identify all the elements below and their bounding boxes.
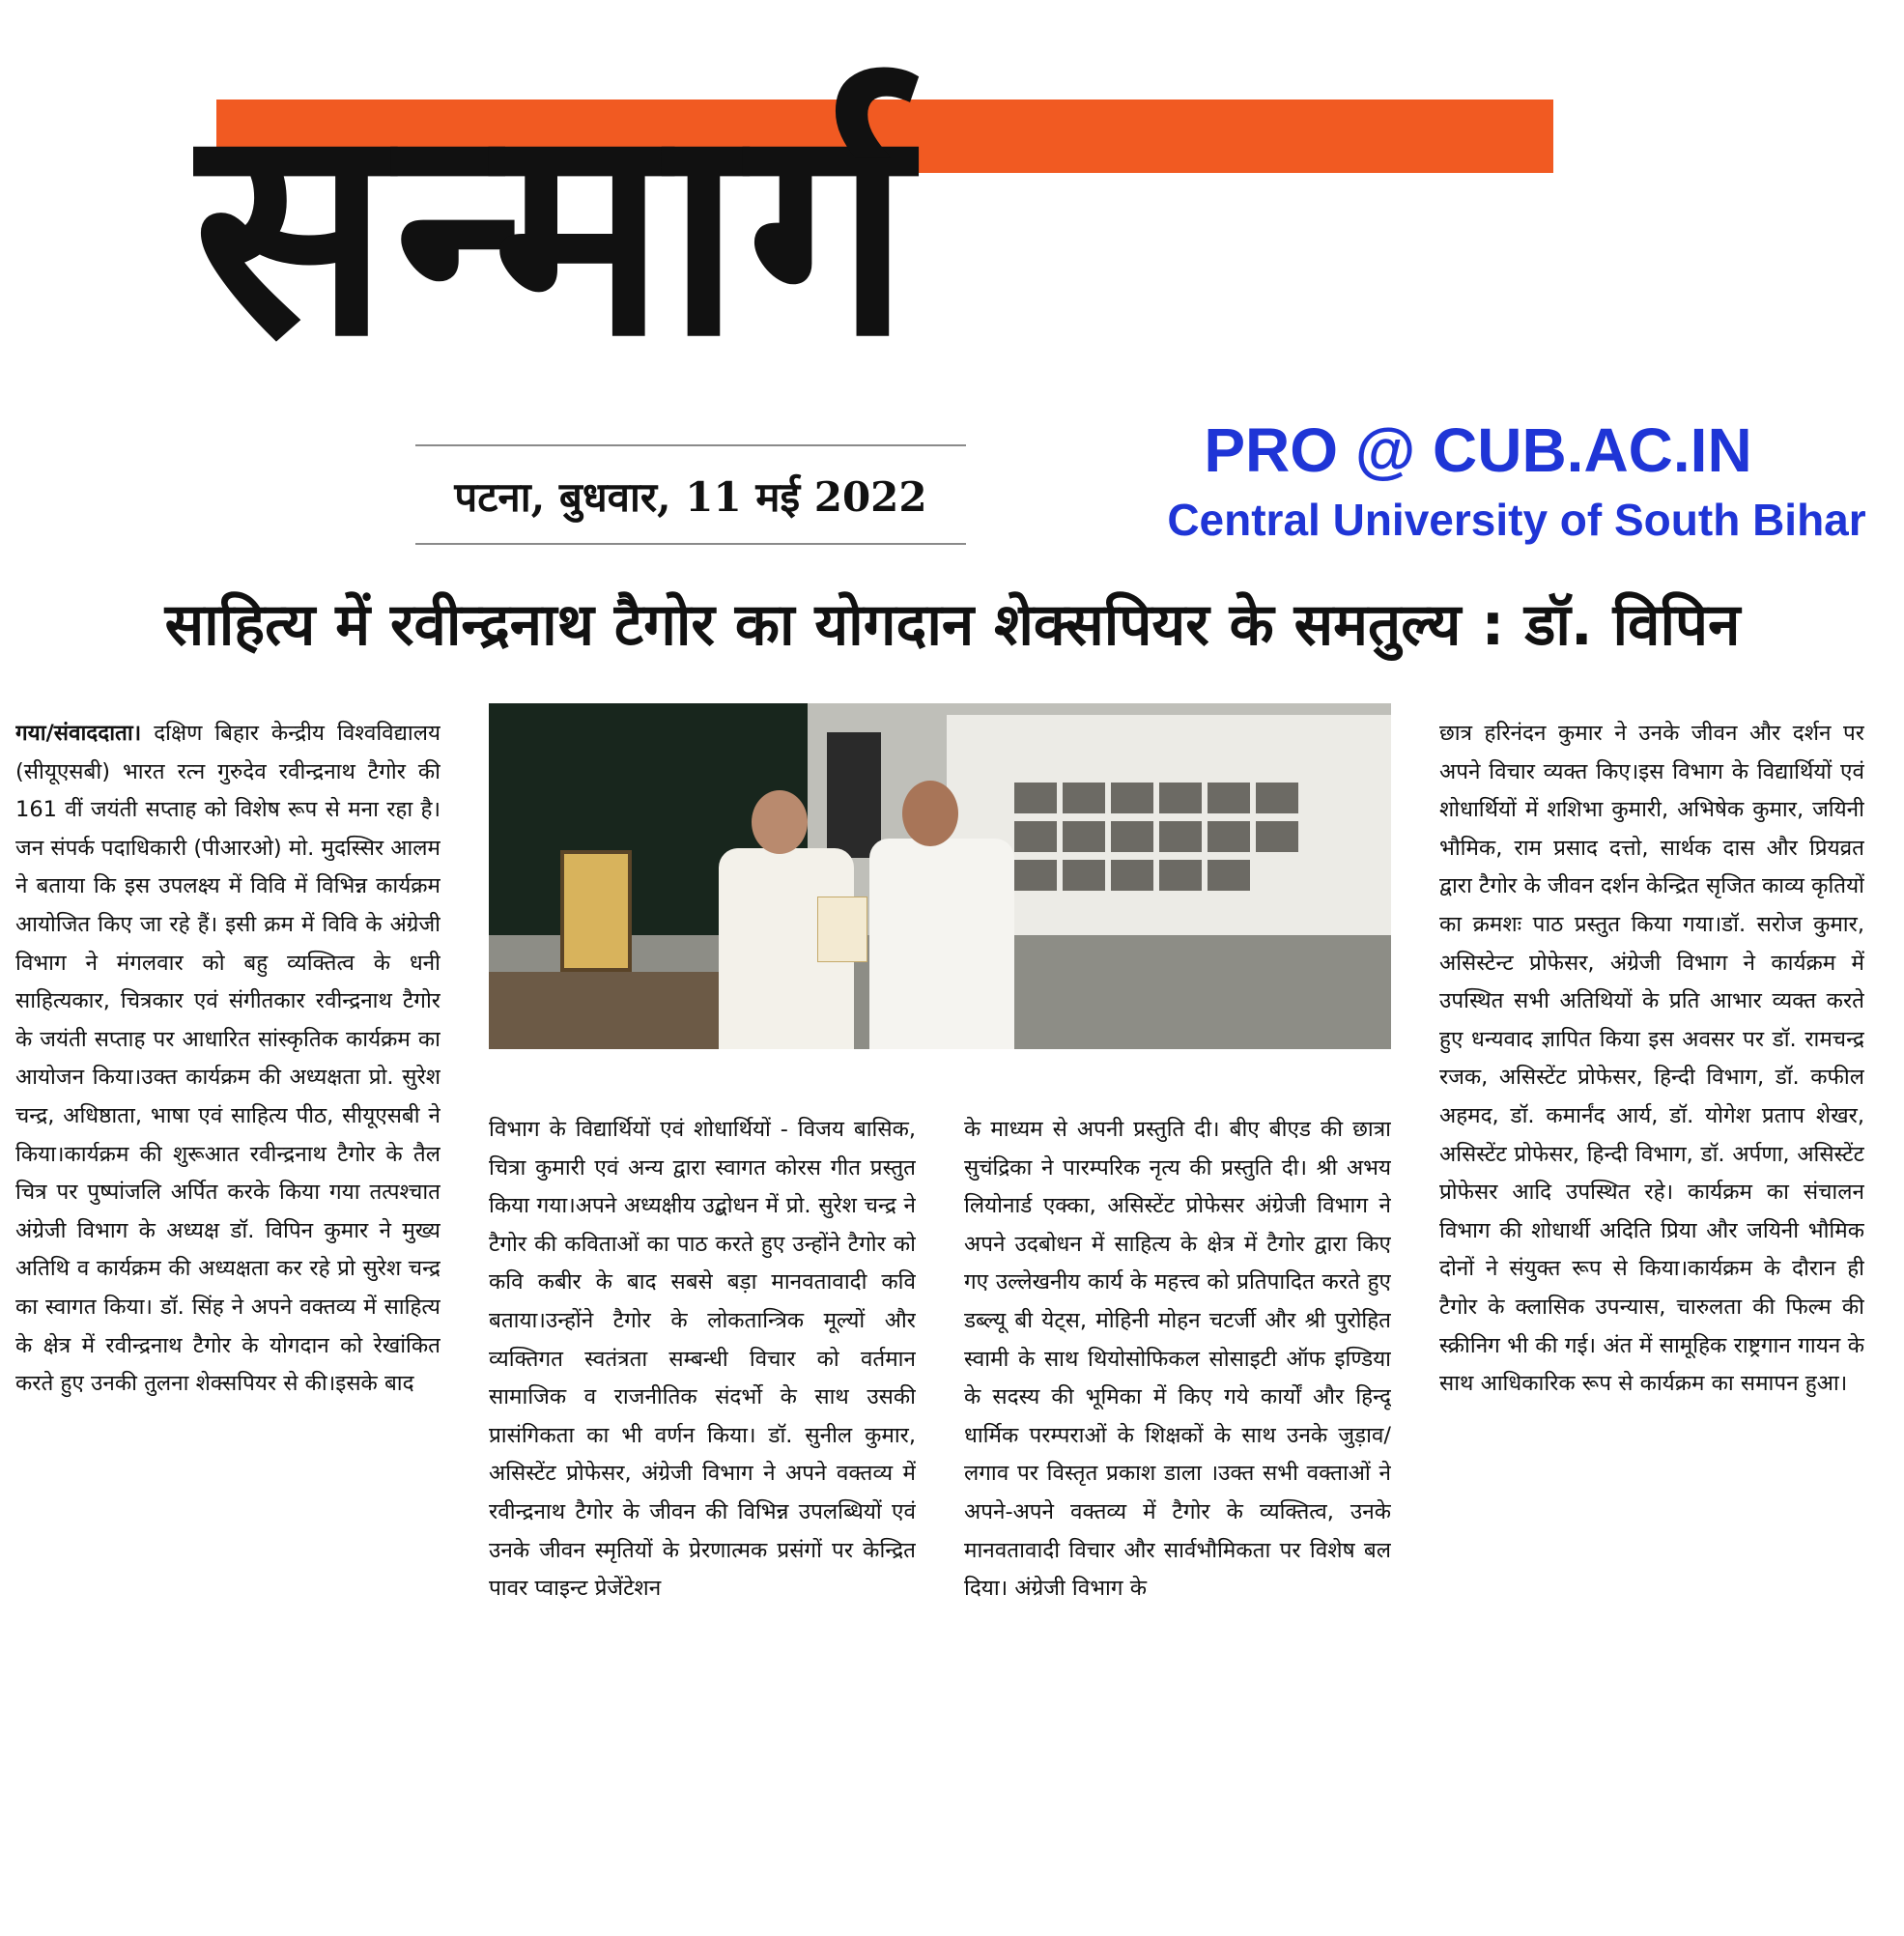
table	[489, 972, 721, 1049]
article-column-3: के माध्यम से अपनी प्रस्तुति दी। बीए बीएड की छात्रा सुचंद्रिका ने पारम्परिक नृत्य की प्रस्तुति दी। श्री अभय लियोनार्ड एक्का, असिस्टेंट प्रोफेसर अंग्रेजी विभाग ने अपने उदबोधन में साहित्य के क्षेत्र में टैगोर द्वारा किए गए उल्लेखनीय कार्य के महत्त्व को प्रतिपादित करते हुए डब्ल्यू बी येट्स, मोहिनी मोहन चटर्जी और श्री पुरोहित स्वामी के साथ थियोसोफिकल सोसाइटी ऑफ इण्डिया के सदस्य की भूमिका में किए गये कार्यों और हिन्दू धार्मिक परम्पराओं के शिक्षकों के साथ उनके जुड़ाव/ लगाव पर विस्तृत प्रकाश डाला ।उक्त सभी वक्ताओं ने अपने-अपने वक्तव्य में टैगोर के व्यक्तित्व, उनके मानवतावादी विचार और सार्वभौमिकता पर विशेष बल दिया। अंग्रेजी विभाग के	[964, 1117, 1391, 1602]
person-left-head	[752, 790, 808, 854]
dateline-bottom-rule	[415, 543, 966, 545]
wall-dispenser	[827, 732, 881, 858]
article-column-1	[15, 715, 440, 1934]
book-gift	[817, 897, 867, 962]
person-right-head	[902, 781, 958, 846]
article-headline: साहित्य में रवीन्द्रनाथ टैगोर का योगदान शेक्सपियर के समतुल्य : डॉ. विपिन	[164, 591, 1741, 659]
event-photo	[489, 703, 1391, 1049]
article-column-2: विभाग के विद्यार्थियों एवं शोधार्थियों - विजय बासिक, चित्रा कुमारी एवं अन्य द्वारा स्वागत कोरस गीत प्रस्तुत किया गया।अपने अध्यक्षीय उद्बोधन में प्रो. सुरेश चन्द्र ने टैगोर की कविताओं का पाठ करते हुए उन्होंने टैगोर को कवि कबीर के बाद सबसे बड़ा मानवतावादी कवि बताया।उन्होंने टैगोर के लोकतान्त्रिक मूल्यों और व्यक्तिगत स्वतंत्रता सम्बन्धी विचार को वर्तमान सामाजिक व राजनीतिक संदर्भो के साथ उसकी प्रासंगिकता का भी वर्णन किया। डॉ. सुनील कुमार, असिस्टेंट प्रोफेसर, अंग्रेजी विभाग ने अपने वक्तव्य में रवीन्द्रनाथ टैगोर के जीवन की विभिन्न उपलब्धियों एवं उनके जीवन स्मृतियों के प्रेरणात्मक प्रसंगों पर केन्द्रित पावर प्वाइन्ट प्रेजेंटेशन	[489, 1117, 916, 1602]
dateline: पटना, बुधवार, 11 मई 2022	[454, 473, 927, 521]
article-column-1-text: दक्षिण बिहार केन्द्रीय विश्वविद्यालय (सीयूएसबी) भारत रत्न गुरुदेव रवीन्द्रनाथ टैगोर की 161 वीं जयंती सप्ताह को विशेष रूप से मना रहा है। जन संपर्क पदाधिकारी (पीआरओ) मो. मुदस्सिर आलम ने बताया कि इस उपलक्ष्य में विवि में विभिन्न कार्यक्रम आयोजित किए जा रहे हैं। इसी क्रम में विवि के अंग्रेजी विभाग ने मंगलवार को बहु व्यक्तित्व के धनी साहित्यकार, चित्रकार एवं संगीतकार रवीन्द्रनाथ टैगोर के जयंती सप्ताह पर आधारित सांस्कृतिक कार्यक्रम का आयोजन किया।उक्त कार्यक्रम की अध्यक्षता प्रो. सुरेश चन्द्र, अधिष्ठाता, भाषा एवं साहित्य पीठ, सीयूएसबी ने किया।कार्यक्रम की शुरूआत रवीन्द्रनाथ टैगोर के तैल चित्र पर पुष्पांजलि अर्पित करके किया गया तत्पश्चात अंग्रेजी विभाग के अध्यक्ष डॉ. विपिन कुमार ने मुख्य अतिथि व कार्यक्रम की अध्यक्षता कर रहे प्रो सुरेश चन्द्र का स्वागत किया। डॉ. सिंह ने अपने वक्तव्य में साहित्य के क्षेत्र में रवीन्द्रनाथ टैगोर के योगदान को रेखांकित करते हुए उनकी तुलना शेक्सपियर से की।इसके बाद	[15, 721, 440, 1397]
tagore-portrait	[560, 850, 632, 972]
dateline-top-rule	[415, 444, 966, 446]
university-name-watermark: Central University of South Bihar	[1167, 495, 1866, 545]
person-right	[869, 839, 1014, 1049]
article-column-4: छात्र हरिनंदन कुमार ने उनके जीवन और दर्शन पर अपने विचार व्यक्त किए।इस विभाग के विद्यार्थियों एवं शोधार्थियों में शशिभा कुमारी, अभिषेक कुमार, जयिनी भौमिक, राम प्रसाद दत्तो, सार्थक दास और प्रियव्रत द्वारा टैगोर के जीवन दर्शन केन्द्रित सृजित काव्य कृतियों का क्रमशः पाठ प्रस्तुत किया गया।डॉ. सरोज कुमार, असिस्टेन्ट प्रोफेसर, अंग्रेजी विभाग ने कार्यक्रम में उपस्थित सभी अतिथियों के प्रति आभार व्यक्त करते हुए धन्यवाद ज्ञापित किया इस अवसर पर डॉ. रामचन्द्र रजक, असिस्टेंट प्रोफेसर, हिन्दी विभाग, डॉ. कफील अहमद, डॉ. कमार्नंद आर्य, डॉ. योगेश प्रताप शेखर, असिस्टेंट प्रोफेसर, हिन्दी विभाग, डॉ. अर्पणा, असिस्टेंट प्रोफेसर आदि उपस्थित रहे। कार्यक्रम का संचालन विभाग की शोधार्थी अदिति प्रिया और जयिनी भौमिक दोनों ने संयुक्त रूप से किया।कार्यक्रम के दौरान ही टैगोर के क्लासिक उपन्यास, चारुलता की फिल्म की स्क्रीनिग भी की गई। अंत में सामूहिक राष्ट्रगान गायन के साथ आधिकारिक रूप से कार्यक्रम का समापन हुआ।	[1439, 721, 1864, 1397]
article-lead-dateline: गया/संवाददाता।	[15, 721, 142, 746]
newspaper-masthead: सन्मार्ग	[193, 63, 917, 400]
pro-contact-watermark: PRO @ CUB.AC.IN	[1204, 415, 1752, 485]
